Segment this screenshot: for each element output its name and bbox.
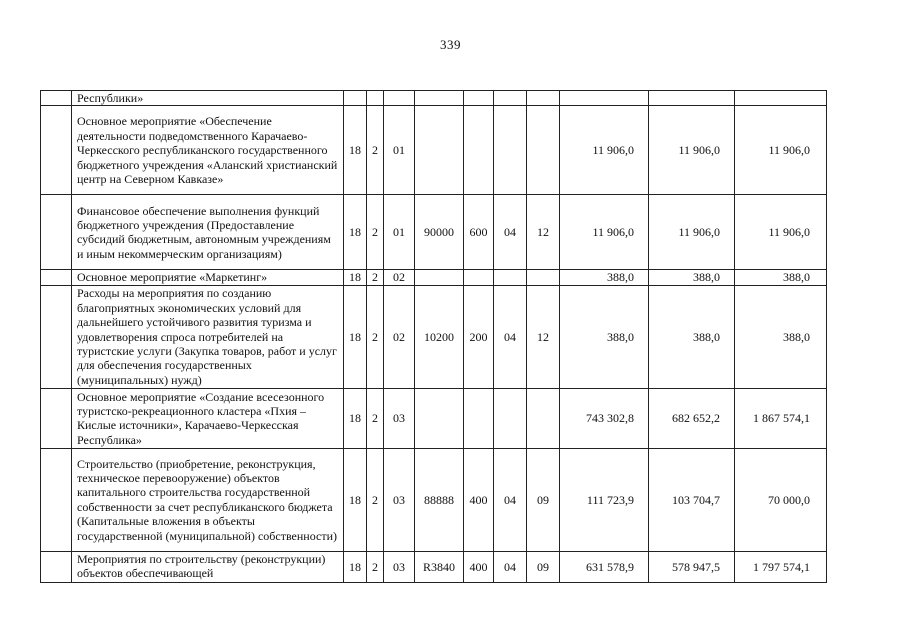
amount-year3-cell: 388,0 <box>735 285 827 388</box>
row-marker-cell <box>41 285 72 388</box>
code-cell <box>464 91 494 106</box>
table-row <box>41 285 827 388</box>
code-cell: 2 <box>367 285 384 388</box>
amount-year2-cell: 103 704,7 <box>649 448 735 551</box>
code-cell <box>415 91 464 106</box>
code-cell: 02 <box>384 270 415 285</box>
amount-year3-cell: 1 867 574,1 <box>735 388 827 448</box>
code-cell: 2 <box>367 270 384 285</box>
amount-year1-cell <box>560 91 649 106</box>
amount-year2-cell <box>649 91 735 106</box>
code-cell <box>344 91 367 106</box>
table-row <box>41 388 827 448</box>
code-cell: 18 <box>344 388 367 448</box>
code-cell: 09 <box>527 551 560 582</box>
code-cell: 12 <box>527 285 560 388</box>
code-cell <box>494 91 527 106</box>
row-marker-cell <box>41 195 72 270</box>
code-cell: 400 <box>464 448 494 551</box>
code-cell <box>367 91 384 106</box>
budget-table <box>40 90 827 583</box>
code-cell: 90000 <box>415 195 464 270</box>
amount-year2-cell: 388,0 <box>649 285 735 388</box>
code-cell: 12 <box>527 195 560 270</box>
code-cell: 18 <box>344 448 367 551</box>
code-cell: 600 <box>464 195 494 270</box>
code-cell: 01 <box>384 106 415 195</box>
amount-year2-cell: 388,0 <box>649 270 735 285</box>
row-marker-cell <box>41 448 72 551</box>
code-cell: 2 <box>367 106 384 195</box>
code-cell <box>464 388 494 448</box>
item-name-cell: Расходы на мероприятия по созданию благоприятных экономических условий для дальнейшего устойчивого развития туризма и удовлетворения спроса потребителей на туристские услуги (Закупка товаров, работ и услуг для обеспечения государственных (муниципальных) нужд) <box>72 285 344 388</box>
amount-year1-cell: 388,0 <box>560 285 649 388</box>
code-cell: 02 <box>384 285 415 388</box>
code-cell <box>415 106 464 195</box>
code-cell: 88888 <box>415 448 464 551</box>
item-name-cell: Основное мероприятие «Маркетинг» <box>72 270 344 285</box>
row-marker-cell <box>41 551 72 582</box>
table-row <box>41 106 827 195</box>
amount-year1-cell: 388,0 <box>560 270 649 285</box>
amount-year3-cell: 70 000,0 <box>735 448 827 551</box>
code-cell: 18 <box>344 106 367 195</box>
table-row <box>41 195 827 270</box>
code-cell: 18 <box>344 270 367 285</box>
table-row <box>41 91 827 106</box>
code-cell: 04 <box>494 551 527 582</box>
code-cell: 03 <box>384 551 415 582</box>
item-name-cell: Республики» <box>72 91 344 106</box>
code-cell: R3840 <box>415 551 464 582</box>
amount-year3-cell: 11 906,0 <box>735 195 827 270</box>
table-row <box>41 448 827 551</box>
code-cell: 18 <box>344 285 367 388</box>
code-cell: 2 <box>367 448 384 551</box>
row-marker-cell <box>41 106 72 195</box>
code-cell: 03 <box>384 448 415 551</box>
code-cell <box>384 91 415 106</box>
amount-year2-cell: 578 947,5 <box>649 551 735 582</box>
code-cell: 04 <box>494 195 527 270</box>
amount-year3-cell: 1 797 574,1 <box>735 551 827 582</box>
code-cell: 03 <box>384 388 415 448</box>
code-cell: 2 <box>367 551 384 582</box>
code-cell: 04 <box>494 448 527 551</box>
code-cell <box>494 270 527 285</box>
amount-year1-cell: 111 723,9 <box>560 448 649 551</box>
code-cell: 04 <box>494 285 527 388</box>
code-cell: 400 <box>464 551 494 582</box>
amount-year1-cell: 743 302,8 <box>560 388 649 448</box>
amount-year3-cell <box>735 91 827 106</box>
amount-year2-cell: 11 906,0 <box>649 195 735 270</box>
code-cell: 18 <box>344 195 367 270</box>
code-cell <box>494 388 527 448</box>
item-name-cell: Основное мероприятие «Обеспечение деятельности подведомственного Карачаево-Черкесского республиканского государственного бюджетного учреждения «Аланский христианский центр на Северном Кавказе» <box>72 106 344 195</box>
item-name-cell: Строительство (приобретение, реконструкция, техническое перевооружение) объектов капитального строительства государственной собственности за счет республиканского бюджета (Капитальные вложения в объекты государственной (муниципальной) собственности) <box>72 448 344 551</box>
code-cell <box>527 388 560 448</box>
amount-year1-cell: 11 906,0 <box>560 195 649 270</box>
code-cell: 01 <box>384 195 415 270</box>
row-marker-cell <box>41 388 72 448</box>
code-cell: 18 <box>344 551 367 582</box>
item-name-cell: Основное мероприятие «Создание всесезонного туристско-рекреационного кластера «Пхия – Кислые источники», Карачаево-Черкесская Республика» <box>72 388 344 448</box>
table-row <box>41 270 827 285</box>
code-cell <box>527 91 560 106</box>
table-row <box>41 551 827 582</box>
code-cell <box>527 270 560 285</box>
amount-year2-cell: 11 906,0 <box>649 106 735 195</box>
page-number: 339 <box>440 37 461 52</box>
code-cell: 10200 <box>415 285 464 388</box>
code-cell <box>415 270 464 285</box>
code-cell: 2 <box>367 195 384 270</box>
amount-year1-cell: 631 578,9 <box>560 551 649 582</box>
amount-year3-cell: 388,0 <box>735 270 827 285</box>
amount-year3-cell: 11 906,0 <box>735 106 827 195</box>
row-marker-cell <box>41 270 72 285</box>
code-cell <box>464 106 494 195</box>
amount-year2-cell: 682 652,2 <box>649 388 735 448</box>
code-cell: 09 <box>527 448 560 551</box>
code-cell <box>494 106 527 195</box>
amount-year1-cell: 11 906,0 <box>560 106 649 195</box>
item-name-cell: Мероприятия по строительству (реконструкции) объектов обеспечивающей <box>72 551 344 582</box>
code-cell <box>527 106 560 195</box>
row-marker-cell <box>41 91 72 106</box>
code-cell: 2 <box>367 388 384 448</box>
item-name-cell: Финансовое обеспечение выполнения функций бюджетного учреждения (Предоставление субсидий бюджетным, автономным учреждениям и иным некоммерческим организациям) <box>72 195 344 270</box>
code-cell <box>464 270 494 285</box>
code-cell <box>415 388 464 448</box>
code-cell: 200 <box>464 285 494 388</box>
